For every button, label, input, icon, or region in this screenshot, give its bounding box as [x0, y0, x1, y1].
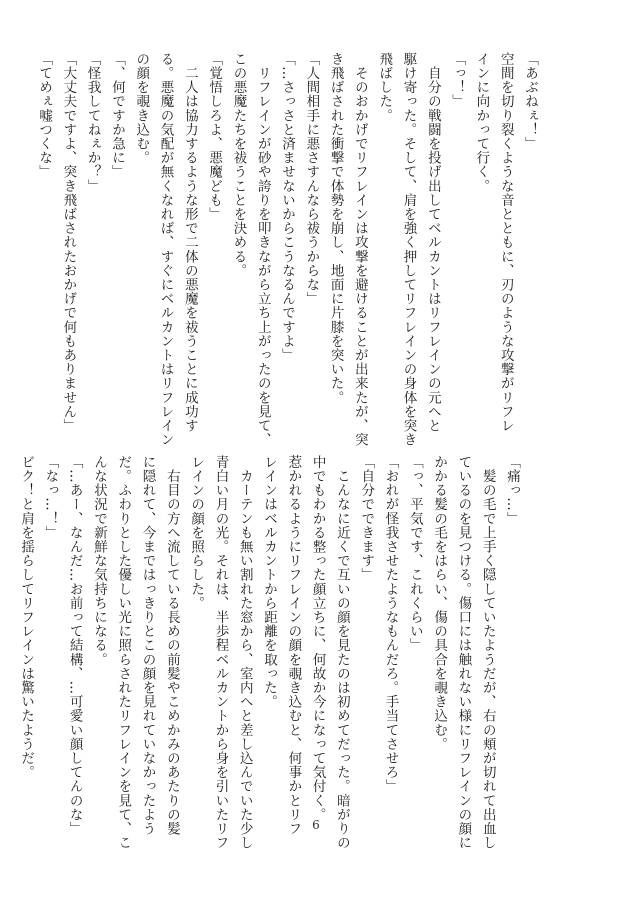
text-line: 「っ！」	[449, 52, 466, 109]
text-line: 髪の毛で上手く隠していたようだが、右の頬が切れて出血し	[479, 455, 496, 850]
text-line: リフレインが砂や誇りを叩きながら立ち上がったのを見て、	[254, 52, 271, 447]
text-line: に隠れて、今まではっきりとこの顔を見れていなかったよう	[139, 455, 156, 836]
text-line: そのおかげでリフレインは攻撃を避けることが出来たが、突	[351, 52, 368, 447]
text-block-upper	[36, 52, 542, 447]
text-line: 惹かれるようにリフレインの顔を覗き込むと、何事かとリフ	[285, 455, 302, 836]
text-line: レインの顔を照らした。	[188, 455, 205, 611]
text-line: んな状況で新鮮な気持ちになる。	[90, 455, 107, 667]
text-line: 「痛っ…」	[504, 455, 520, 526]
text-line: の顔を覗き込む。	[133, 52, 150, 165]
text-line: この悪魔たちを祓うことを決める。	[230, 52, 247, 278]
text-line: だ。ふわりとした優しい光に照らされたリフレインを見て、こ	[115, 455, 132, 850]
page-number: 6	[312, 818, 320, 832]
text-line: 青白い月の光。それは、半歩程ベルカントから身を引いたリフ	[212, 455, 229, 850]
text-line: ビク！と肩を揺らしてリフレインは驚いたようだ。	[18, 455, 35, 780]
text-line: 飛ばした。	[376, 52, 393, 123]
text-line: かかる髪の毛をはらい、傷の具合を覗き込む。	[431, 455, 448, 752]
text-line: 「、何ですか急に」	[108, 52, 125, 179]
text-line: 「っ、平気です、これくらい」	[406, 455, 423, 653]
text-line: 「あぶねぇ！」	[522, 52, 538, 151]
text-line: こんなに近くで互いの顔を見たのは初めてだった。暗がりの	[333, 455, 350, 850]
text-line: 「大丈夫ですよ、突き飛ばされたおかげで何もありません」	[60, 52, 77, 433]
text-line: き飛ばされた衝撃で体勢を崩し、地面に片膝を突いた。	[327, 52, 344, 405]
text-line: 「なっ…！」	[42, 455, 59, 540]
text-line: 二人は協力するような形で二体の悪魔を祓うことに成功す	[181, 52, 198, 433]
text-line: 右目の方へ流している長めの前髪やこめかみのあたりの髪	[163, 455, 180, 836]
text-line: レインはベルカントから距離を取った。	[261, 455, 278, 709]
text-line: る。悪魔の気配が無くなれば、すぐにベルカントはリフレイン	[157, 52, 174, 447]
text-line: インに向かって行く。	[473, 52, 490, 193]
text-line: 自分の戦闘を投げ出してベルカントはリフレインの元へと	[424, 52, 441, 433]
text-line: 「怪我してねぇか？」	[84, 52, 101, 193]
text-line: 中でもわかる整った顔立ちに、何故か今になって気付く。	[309, 455, 326, 822]
text-line: 駆け寄った。そして、肩を強く押してリフレインの身体を突き	[400, 52, 417, 447]
text-line: カーテンも無い割れた窓から、室内へと差し込んでいた少し	[236, 455, 253, 850]
text-line: 「覚悟しろよ、悪魔ども」	[206, 52, 223, 222]
text-line: 「…さっさと済ませないからこうなるんですよ」	[279, 52, 296, 363]
text-line: 「おれが怪我させたようなもんだろ。手当てさせろ」	[382, 455, 399, 794]
text-line: 「自分でできます」	[358, 455, 375, 582]
text-line: 「人間相手に悪さすんなら祓うからな」	[303, 52, 320, 306]
text-line: 「…あー、なんだ…お前って結構、…可愛い顔してんのな」	[66, 455, 83, 836]
text-block-lower	[18, 455, 524, 850]
text-line: ているのを見つける。傷口には触れない様にリフレインの顔に	[455, 455, 472, 850]
text-line: 空間を切り裂くような音とともに、刃のような攻撃がリフレ	[497, 52, 514, 433]
text-line: 「てめぇ嘘つくな」	[36, 52, 53, 179]
